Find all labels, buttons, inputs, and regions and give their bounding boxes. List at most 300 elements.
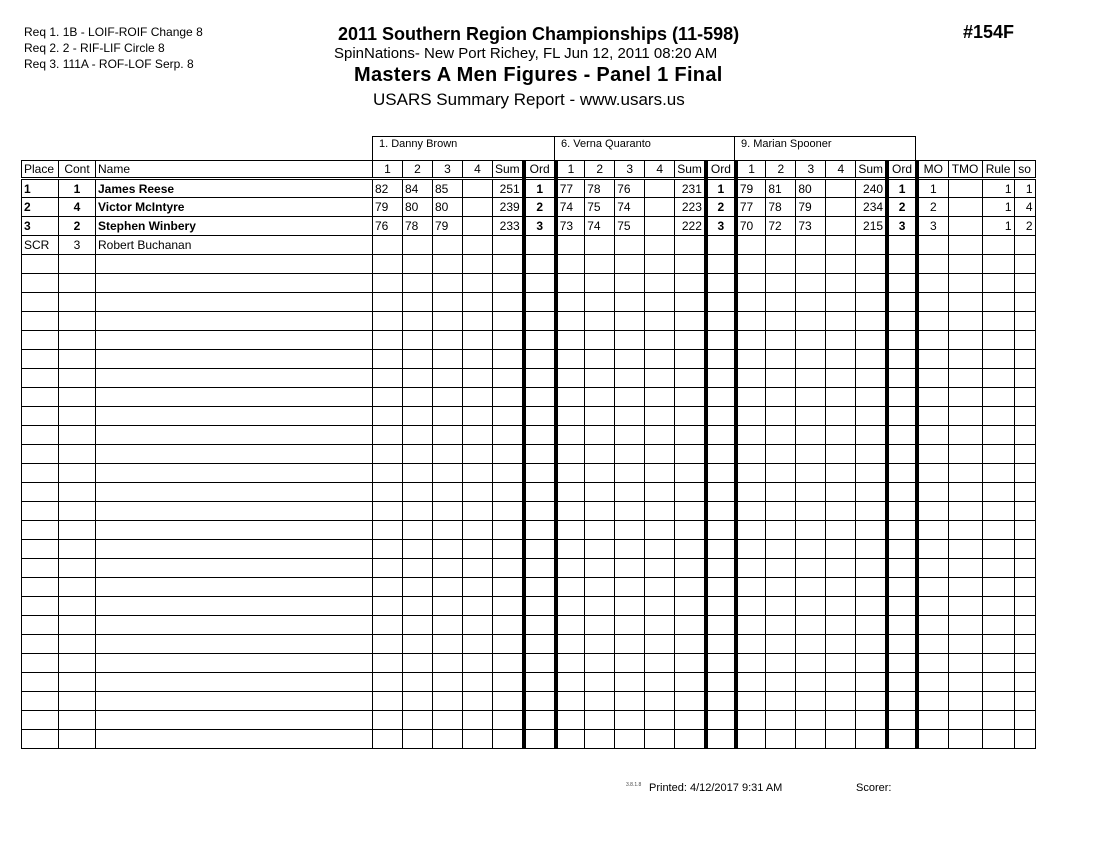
table-row	[22, 179, 1036, 198]
rule-cell	[982, 464, 1014, 483]
so-cell	[1014, 255, 1035, 274]
judge3-score-cell	[736, 312, 766, 331]
judge2-score-cell	[675, 445, 706, 464]
judge2-score-cell	[585, 521, 615, 540]
judge1-score-cell	[433, 293, 463, 312]
judge2-score-cell	[645, 578, 675, 597]
judge2-score-cell	[675, 426, 706, 445]
judge3-score-cell	[887, 597, 917, 616]
judge2-score-cell	[556, 445, 585, 464]
judge3-score-cell	[826, 350, 856, 369]
judge2-score-cell	[615, 388, 645, 407]
judge3-score-cell	[856, 331, 887, 350]
judge1-score-cell	[403, 616, 433, 635]
rule-cell	[982, 521, 1014, 540]
name-cell	[96, 483, 373, 502]
judge1-score-cell	[433, 426, 463, 445]
mo-cell	[917, 388, 948, 407]
judge2-score-cell	[706, 274, 736, 293]
judge2-score-cell	[615, 521, 645, 540]
mo-cell	[917, 616, 948, 635]
judge1-score-cell	[373, 673, 403, 692]
name-cell	[96, 369, 373, 388]
judge2-score-cell	[706, 255, 736, 274]
judge3-score-cell: 234	[856, 198, 887, 217]
name-cell	[96, 730, 373, 749]
judge1-score-cell	[463, 407, 493, 426]
col-j3-1: 1	[736, 161, 766, 179]
rule-cell	[982, 730, 1014, 749]
judge2-score-cell	[645, 654, 675, 673]
judge3-score-cell	[796, 521, 826, 540]
mo-cell	[917, 350, 948, 369]
judge1-score-cell	[524, 711, 556, 730]
judge1-score-cell: 78	[403, 217, 433, 236]
judge2-score-cell	[645, 369, 675, 388]
judge3-score-cell	[766, 654, 796, 673]
judge1-score-cell	[524, 426, 556, 445]
name-cell	[96, 673, 373, 692]
cont-cell: 1	[59, 179, 96, 198]
judge2-score-cell	[615, 692, 645, 711]
judge1-score-cell	[373, 426, 403, 445]
judge2-score-cell	[645, 673, 675, 692]
judge3-score-cell	[796, 350, 826, 369]
mo-cell	[917, 331, 948, 350]
judge3-score-cell	[826, 426, 856, 445]
place-cell	[22, 274, 59, 293]
judge2-score-cell	[585, 369, 615, 388]
judge1-score-cell	[403, 369, 433, 388]
judge2-score-cell: 3	[706, 217, 736, 236]
rule-cell	[982, 673, 1014, 692]
judge2-score-cell	[615, 293, 645, 312]
table-row	[22, 217, 1036, 236]
judge1-score-cell: 239	[493, 198, 524, 217]
judge3-score-cell	[796, 578, 826, 597]
empty-row	[22, 274, 1036, 293]
judge3-score-cell	[856, 559, 887, 578]
judge1-score-cell	[373, 369, 403, 388]
judge2-score-cell	[706, 616, 736, 635]
judge1-score-cell	[403, 521, 433, 540]
col-mo: MO	[917, 161, 948, 179]
name-cell	[96, 464, 373, 483]
judge3-score-cell	[826, 597, 856, 616]
judge3-score-cell	[856, 274, 887, 293]
judge3-score-cell	[736, 236, 766, 255]
judge3-score-cell	[736, 426, 766, 445]
judge3-score-cell	[826, 578, 856, 597]
judge1-score-cell	[433, 559, 463, 578]
judge3-score-cell	[856, 293, 887, 312]
mo-cell	[917, 673, 948, 692]
judge3-score-cell	[887, 369, 917, 388]
judge1-score-cell	[524, 616, 556, 635]
judge2-score-cell	[645, 255, 675, 274]
results-table	[21, 160, 1036, 749]
judge1-score-cell	[433, 616, 463, 635]
judge3-score-cell	[826, 635, 856, 654]
judge2-score-cell	[675, 388, 706, 407]
judge1-score-cell	[373, 388, 403, 407]
judge2-score-cell	[556, 540, 585, 559]
judge3-score-cell	[887, 540, 917, 559]
judge1-score-cell	[493, 578, 524, 597]
mo-cell	[917, 312, 948, 331]
judge1-score-cell	[493, 521, 524, 540]
judge2-score-cell	[615, 559, 645, 578]
judge2-score-cell	[706, 578, 736, 597]
judge3-score-cell	[766, 521, 796, 540]
judge1-score-cell	[524, 730, 556, 749]
judge2-score-cell	[585, 730, 615, 749]
judge3-score-cell	[736, 255, 766, 274]
cont-cell	[59, 369, 96, 388]
judge2-score-cell	[615, 312, 645, 331]
rule-cell	[982, 654, 1014, 673]
judge1-score-cell	[403, 711, 433, 730]
tmo-cell	[948, 274, 982, 293]
judge3-score-cell: 79	[736, 179, 766, 198]
name-cell	[96, 274, 373, 293]
judge2-score-cell	[556, 388, 585, 407]
judge1-score-cell	[373, 483, 403, 502]
judge2-score-cell	[706, 407, 736, 426]
tmo-cell	[948, 426, 982, 445]
judge3-score-cell	[796, 559, 826, 578]
judge3-score-cell	[766, 445, 796, 464]
judge1-score-cell	[463, 673, 493, 692]
requirement-1: Req 1. 1B - LOIF-ROIF Change 8	[24, 25, 203, 39]
judge1-score-cell	[433, 635, 463, 654]
judge1-score-cell	[433, 464, 463, 483]
judge1-score-cell	[433, 255, 463, 274]
judge3-score-cell	[766, 711, 796, 730]
cont-cell	[59, 673, 96, 692]
judge3-score-cell	[887, 635, 917, 654]
judge1-score-cell	[403, 331, 433, 350]
judge2-score-cell	[645, 274, 675, 293]
judge3-score-cell	[796, 711, 826, 730]
place-cell	[22, 692, 59, 711]
place-cell: 3	[22, 217, 59, 236]
name-cell	[96, 711, 373, 730]
judge1-score-cell	[463, 255, 493, 274]
judge3-score-cell	[766, 578, 796, 597]
judge3-score-cell	[736, 578, 766, 597]
judge3-score-cell	[856, 616, 887, 635]
mo-cell	[917, 597, 948, 616]
judge3-score-cell	[736, 521, 766, 540]
judge3-score-cell	[796, 274, 826, 293]
judge1-score-cell	[463, 369, 493, 388]
judge3-score-cell	[887, 483, 917, 502]
judge2-score-cell	[645, 331, 675, 350]
judge3-score-cell: 2	[887, 198, 917, 217]
judge2-score-cell: 76	[615, 179, 645, 198]
judge3-score-cell	[856, 521, 887, 540]
cont-cell	[59, 274, 96, 293]
judge1-score-cell	[403, 293, 433, 312]
judge3-score-cell	[887, 331, 917, 350]
tmo-cell	[948, 597, 982, 616]
cont-cell	[59, 502, 96, 521]
so-cell	[1014, 350, 1035, 369]
judge2-score-cell	[706, 502, 736, 521]
rule-cell: 1	[982, 179, 1014, 198]
judge2-score-cell	[585, 483, 615, 502]
judge2-score-cell	[645, 616, 675, 635]
judge2-score-cell	[556, 293, 585, 312]
judge1-score-cell	[433, 673, 463, 692]
judge3-score-cell	[826, 236, 856, 255]
place-cell	[22, 711, 59, 730]
judge1-score-cell	[493, 464, 524, 483]
judge3-score-cell	[736, 464, 766, 483]
judge1-score-cell	[373, 578, 403, 597]
judge3-score-cell	[766, 274, 796, 293]
judge3-score-cell	[826, 407, 856, 426]
judge3-score-cell	[887, 521, 917, 540]
judge3-score-cell	[826, 274, 856, 293]
name-cell	[96, 578, 373, 597]
judge1-score-cell	[524, 635, 556, 654]
judge2-score-cell	[645, 559, 675, 578]
judge1-score-cell	[403, 559, 433, 578]
tmo-cell	[948, 464, 982, 483]
judge2-score-cell	[556, 312, 585, 331]
judge1-score-cell	[493, 369, 524, 388]
judge2-score-cell: 223	[675, 198, 706, 217]
rule-cell	[982, 711, 1014, 730]
name-cell	[96, 407, 373, 426]
judge2-score-cell	[706, 331, 736, 350]
judge3-score-cell	[766, 502, 796, 521]
judge1-score-cell	[403, 673, 433, 692]
judge2-score-cell	[585, 255, 615, 274]
rule-cell	[982, 597, 1014, 616]
tmo-cell	[948, 673, 982, 692]
judge2-score-cell	[706, 654, 736, 673]
tmo-cell	[948, 179, 982, 198]
judge2-score-cell	[615, 711, 645, 730]
col-name: Name	[96, 161, 373, 179]
empty-row	[22, 711, 1036, 730]
judge2-score-cell	[585, 711, 615, 730]
judge2-score-cell	[706, 350, 736, 369]
col-j2-3: 3	[615, 161, 645, 179]
judge3-score-cell	[826, 521, 856, 540]
judge3-score-cell	[766, 616, 796, 635]
place-cell	[22, 445, 59, 464]
judge3-score-cell	[826, 654, 856, 673]
location-line: SpinNations- New Port Richey, FL Jun 12, 2011 08:20 AM	[334, 45, 718, 62]
judge2-score-cell: 78	[585, 179, 615, 198]
place-cell	[22, 616, 59, 635]
place-cell	[22, 578, 59, 597]
judge3-score-cell	[766, 236, 796, 255]
judge2-score-cell	[645, 483, 675, 502]
empty-row	[22, 730, 1036, 749]
judge2-score-cell: 75	[615, 217, 645, 236]
judge1-score-cell	[373, 407, 403, 426]
rule-cell	[982, 426, 1014, 445]
judge1-score-cell	[433, 331, 463, 350]
place-cell: 1	[22, 179, 59, 198]
judge1-score-cell	[433, 692, 463, 711]
judge2-score-cell	[706, 673, 736, 692]
judge2-score-cell	[675, 616, 706, 635]
name-cell	[96, 255, 373, 274]
place-cell	[22, 540, 59, 559]
judge1-score-cell	[373, 293, 403, 312]
name-cell: James Reese	[96, 179, 373, 198]
judge2-score-cell: 77	[556, 179, 585, 198]
judge3-score-cell	[766, 426, 796, 445]
judge1-score-cell	[493, 540, 524, 559]
judge1-score-cell	[493, 654, 524, 673]
judge3-score-cell	[796, 236, 826, 255]
judge3-score-cell	[736, 692, 766, 711]
place-cell	[22, 464, 59, 483]
judge3-score-cell: 240	[856, 179, 887, 198]
judge1-score-cell	[524, 350, 556, 369]
judge2-score-cell	[585, 426, 615, 445]
judge2-score-cell	[706, 445, 736, 464]
judge3-score-cell	[736, 388, 766, 407]
judge3-score-cell	[856, 388, 887, 407]
place-cell	[22, 407, 59, 426]
judge3-score-cell	[796, 597, 826, 616]
rule-cell	[982, 407, 1014, 426]
mo-cell	[917, 711, 948, 730]
mo-cell	[917, 464, 948, 483]
rule-cell	[982, 483, 1014, 502]
judge2-score-cell	[585, 407, 615, 426]
judge1-score-cell	[373, 331, 403, 350]
name-cell	[96, 597, 373, 616]
judge2-score-cell	[645, 293, 675, 312]
judge1-score-cell	[463, 198, 493, 217]
judge2-score-cell	[645, 407, 675, 426]
judge1-score-cell	[524, 236, 556, 255]
judge2-score-cell	[556, 673, 585, 692]
judge1-score-cell	[373, 521, 403, 540]
judge2-score-cell	[556, 483, 585, 502]
judge1-score-cell	[524, 597, 556, 616]
judge1-score-cell	[403, 426, 433, 445]
empty-row	[22, 559, 1036, 578]
judge3-score-cell	[887, 312, 917, 331]
mo-cell	[917, 445, 948, 464]
judge1-score-cell	[373, 502, 403, 521]
judge1-score-cell	[524, 274, 556, 293]
mo-cell	[917, 483, 948, 502]
name-cell	[96, 388, 373, 407]
judge2-score-cell	[615, 616, 645, 635]
so-cell: 2	[1014, 217, 1035, 236]
judge2-score-cell	[706, 426, 736, 445]
judge1-score-cell	[524, 407, 556, 426]
judge3-score-cell	[856, 464, 887, 483]
judge2-score-cell	[706, 730, 736, 749]
judge1-score-cell: 79	[373, 198, 403, 217]
judge3-score-cell	[826, 483, 856, 502]
judge3-score-cell	[736, 540, 766, 559]
judge3-score-cell	[826, 673, 856, 692]
judge1-score-cell	[373, 540, 403, 559]
judge2-score-cell	[706, 521, 736, 540]
so-cell	[1014, 521, 1035, 540]
judge1-score-cell	[373, 635, 403, 654]
report-id: #154F	[963, 22, 1015, 42]
col-so: so	[1014, 161, 1035, 179]
judge3-score-cell	[856, 255, 887, 274]
col-j2-4: 4	[645, 161, 675, 179]
judge1-score-cell	[403, 483, 433, 502]
judge1-score-cell	[524, 369, 556, 388]
judge2-score-cell	[585, 445, 615, 464]
judge2-score-cell	[675, 597, 706, 616]
event-name: Masters A Men Figures - Panel 1 Final	[354, 64, 723, 86]
rule-cell	[982, 559, 1014, 578]
col-j3-2: 2	[766, 161, 796, 179]
judge2-score-cell	[615, 426, 645, 445]
mo-cell	[917, 578, 948, 597]
judge3-score-cell	[856, 350, 887, 369]
judge2-score-cell	[585, 616, 615, 635]
judge3-score-cell	[736, 407, 766, 426]
judge1-score-cell	[493, 692, 524, 711]
judge1-score-cell	[433, 654, 463, 673]
tmo-cell	[948, 407, 982, 426]
rule-cell	[982, 293, 1014, 312]
tmo-cell	[948, 331, 982, 350]
judge2-score-cell	[615, 331, 645, 350]
judge3-score-cell	[736, 445, 766, 464]
so-cell	[1014, 312, 1035, 331]
col-j3-ord: Ord	[887, 161, 917, 179]
place-cell	[22, 730, 59, 749]
printed-timestamp: Printed: 4/12/2017 9:31 AM	[649, 782, 783, 794]
judge1-score-cell	[433, 597, 463, 616]
judge1-score-cell	[493, 274, 524, 293]
so-cell	[1014, 293, 1035, 312]
judge1-score-cell	[433, 502, 463, 521]
requirement-3: Req 3. 111A - ROF-LOF Serp. 8	[24, 57, 194, 71]
rule-cell	[982, 445, 1014, 464]
place-cell	[22, 502, 59, 521]
judge1-score-cell: 233	[493, 217, 524, 236]
judge2-score-cell: 74	[556, 198, 585, 217]
so-cell: 1	[1014, 179, 1035, 198]
judge3-score-cell	[766, 540, 796, 559]
judge1-score-cell: 80	[403, 198, 433, 217]
judge3-score-cell	[856, 711, 887, 730]
judge3-score-cell	[826, 711, 856, 730]
judge3-score-cell	[766, 331, 796, 350]
judge-header-1: 1. Danny Brown	[372, 136, 555, 160]
empty-row	[22, 293, 1036, 312]
judge3-score-cell	[826, 217, 856, 236]
judge3-score-cell: 79	[796, 198, 826, 217]
judge1-score-cell: 3	[524, 217, 556, 236]
judge1-score-cell	[373, 236, 403, 255]
tmo-cell	[948, 711, 982, 730]
mo-cell	[917, 369, 948, 388]
judge3-score-cell	[736, 274, 766, 293]
